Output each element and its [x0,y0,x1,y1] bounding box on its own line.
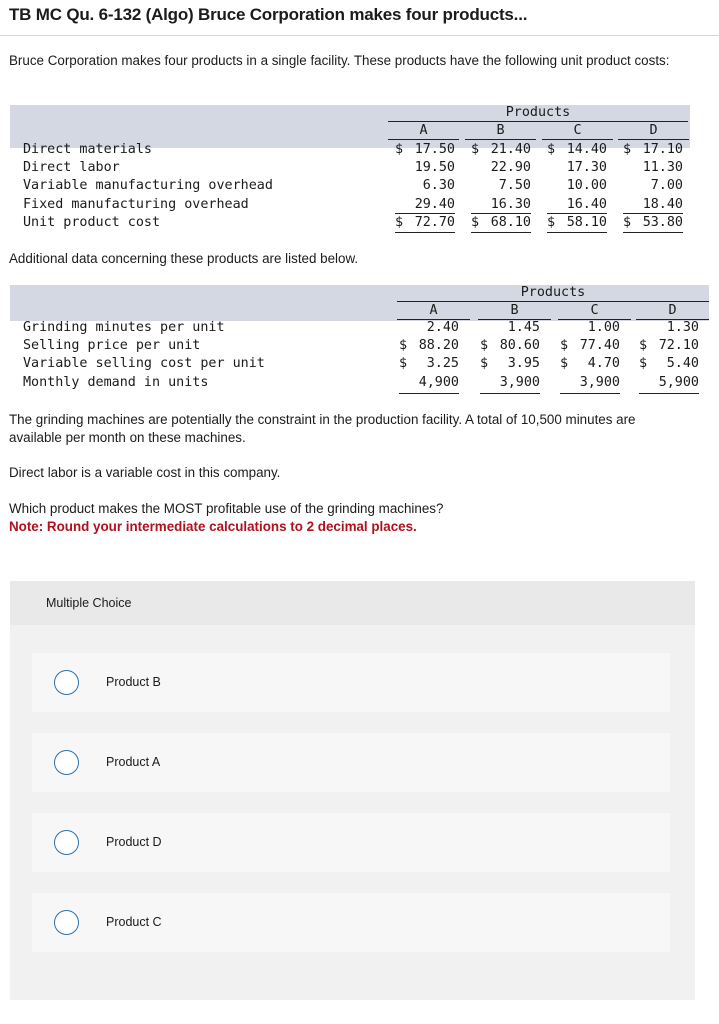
cell-value: 17.10 [642,142,683,157]
table-cell [395,159,455,177]
currency-symbol: $ [639,356,648,372]
table-cell [547,159,607,177]
table-row [10,214,690,232]
cell-value: 72.10 [658,338,699,354]
total-underline [399,393,459,394]
cell-value: 22.90 [490,160,531,176]
row-label: Variable manufacturing overhead [23,178,273,194]
table-cell [480,355,540,373]
currency-symbol: $ [547,214,556,230]
intro-text: Bruce Corporation makes four products in a single facility. These products have the following unit product costs: [9,53,670,68]
table-row [10,319,709,337]
currency-symbol: $ [395,214,404,230]
column-header-c: C [590,303,599,318]
table-cell [399,337,459,355]
cell-value: 19.50 [414,160,455,176]
cell-value: 3,900 [579,374,620,390]
currency-symbol: $ [471,214,480,230]
labor-note-text: Direct labor is a variable cost in this company. [9,465,281,480]
cell-value: 17.30 [566,160,607,176]
cell-value: 16.40 [566,196,607,212]
column-underline [542,139,613,140]
choice-label: Product D [106,835,162,849]
radio-button[interactable] [54,750,79,775]
multiple-choice-header [10,581,695,625]
cell-value: 7.00 [650,178,683,194]
table-cell [395,214,455,232]
currency-symbol: $ [623,214,632,230]
row-label: Grinding minutes per unit [23,320,225,335]
table-row [10,337,709,355]
currency-symbol: $ [547,142,556,157]
cell-value: 3,900 [499,374,540,390]
product-data-table [10,285,709,395]
column-header-b: B [496,123,505,138]
cell-value: 11.30 [642,160,683,176]
cell-value: 68.10 [490,214,531,230]
table-cell [547,177,607,195]
table-cell [623,177,683,195]
currency-symbol: $ [399,338,408,354]
table-cell [480,374,540,392]
choice-label: Product A [106,755,161,769]
table-row [10,196,690,214]
cell-value: 7.50 [498,178,531,194]
row-label: Monthly demand in units [23,374,209,390]
choice-product-d[interactable] [32,813,670,872]
total-underline [639,393,699,394]
table-cell [471,159,531,177]
page-title: TB MC Qu. 6-132 (Algo) Bruce Corporation makes four products... [9,5,528,24]
unit-cost-table [10,105,690,233]
cell-value: 88.20 [418,338,459,354]
table-cell [471,214,531,232]
table-cell [395,196,455,214]
multiple-choice-heading: Multiple Choice [46,596,132,610]
column-header-a: A [429,303,438,318]
table-cell [471,177,531,195]
table-cell [560,319,620,337]
total-underline [395,232,455,233]
table-cell [547,196,607,214]
currency-symbol: $ [471,142,480,157]
total-underline [395,213,455,214]
column-underline [618,139,689,140]
currency-symbol: $ [399,356,408,372]
products-group-header: Products [520,285,586,300]
cell-value: 29.40 [414,196,455,212]
currency-symbol: $ [623,142,632,157]
column-header-d: D [649,123,658,138]
cell-value: 16.30 [490,196,531,212]
question-text: Which product makes the MOST profitable use of the grinding machines? [9,501,444,516]
cell-value: 4,900 [418,374,459,390]
table-cell [560,355,620,373]
total-underline [471,213,531,214]
rounding-note: Note: Round your intermediate calculations to 2 decimal places. [9,519,417,534]
cell-value: 5.40 [666,356,699,372]
table-row [10,355,709,373]
table-cell [395,177,455,195]
table-cell [623,141,683,159]
currency-symbol: $ [395,142,404,157]
table-row [10,374,709,392]
table-cell [639,319,699,337]
table-cell [471,196,531,214]
currency-symbol: $ [480,338,489,354]
total-underline [471,232,531,233]
table-cell [399,319,459,337]
total-underline [547,213,607,214]
row-label: Variable selling cost per unit [23,356,265,372]
table-cell [547,214,607,232]
table-row [10,141,690,159]
table-cell [480,319,540,337]
cell-value: 80.60 [499,338,540,354]
total-underline [480,393,540,394]
column-header-b: B [510,303,519,318]
cell-value: 53.80 [642,214,683,230]
column-underline [388,139,459,140]
table-cell [639,337,699,355]
cell-value: 3.25 [426,356,459,372]
choice-product-c[interactable] [32,893,670,952]
total-underline [560,393,620,394]
cell-value: 1.00 [587,320,620,335]
currency-symbol: $ [560,338,569,354]
cell-value: 10.00 [566,178,607,194]
choice-label: Product B [106,675,161,689]
row-label: Unit product cost [23,214,161,230]
table-cell [623,196,683,214]
table-cell [399,355,459,373]
column-header-a: A [419,123,428,138]
table-cell [623,214,683,232]
cell-value: 3.95 [507,356,540,372]
column-underline [465,139,536,140]
table-cell [399,374,459,392]
table-cell [480,337,540,355]
choice-label: Product C [106,915,162,929]
table-row [10,159,690,177]
column-header-c: C [573,123,582,138]
cell-value: 77.40 [579,338,620,354]
table-cell [560,374,620,392]
constraint-text: The grinding machines are potentially the constraint in the production facility. A total of 10,500 minutes are available per month on these machines. [9,412,636,445]
cell-value: 2.40 [426,320,459,335]
row-label: Direct materials [23,142,152,157]
table-cell [471,141,531,159]
cell-value: 1.30 [666,320,699,335]
radio-button[interactable] [54,910,79,935]
table-cell [623,159,683,177]
cell-value: 1.45 [507,320,540,335]
cell-value: 6.30 [422,178,455,194]
radio-button[interactable] [54,670,79,695]
row-label: Fixed manufacturing overhead [23,196,249,212]
currency-symbol: $ [560,356,569,372]
choice-product-b[interactable] [32,653,670,712]
radio-button[interactable] [54,830,79,855]
cell-value: 4.70 [587,356,620,372]
currency-symbol: $ [480,356,489,372]
cell-value: 58.10 [566,214,607,230]
cell-value: 14.40 [566,142,607,157]
table-cell [395,141,455,159]
cell-value: 18.40 [642,196,683,212]
table-cell [560,337,620,355]
multiple-choice-panel [10,581,695,1000]
row-label: Direct labor [23,160,120,176]
row-label: Selling price per unit [23,338,201,354]
total-underline [623,213,683,214]
table-cell [639,355,699,373]
table-row [10,177,690,195]
total-underline [547,232,607,233]
table-cell [547,141,607,159]
cell-value: 72.70 [414,214,455,230]
products-group-header: Products [505,105,571,120]
table-cell [639,374,699,392]
currency-symbol: $ [639,338,648,354]
total-underline [623,232,683,233]
title-divider [0,35,719,36]
column-header-d: D [668,303,677,318]
additional-data-text: Additional data concerning these products are listed below. [9,251,359,266]
cell-value: 21.40 [490,142,531,157]
cell-value: 17.50 [414,142,455,157]
cell-value: 5,900 [658,374,699,390]
choice-product-a[interactable] [32,733,670,792]
